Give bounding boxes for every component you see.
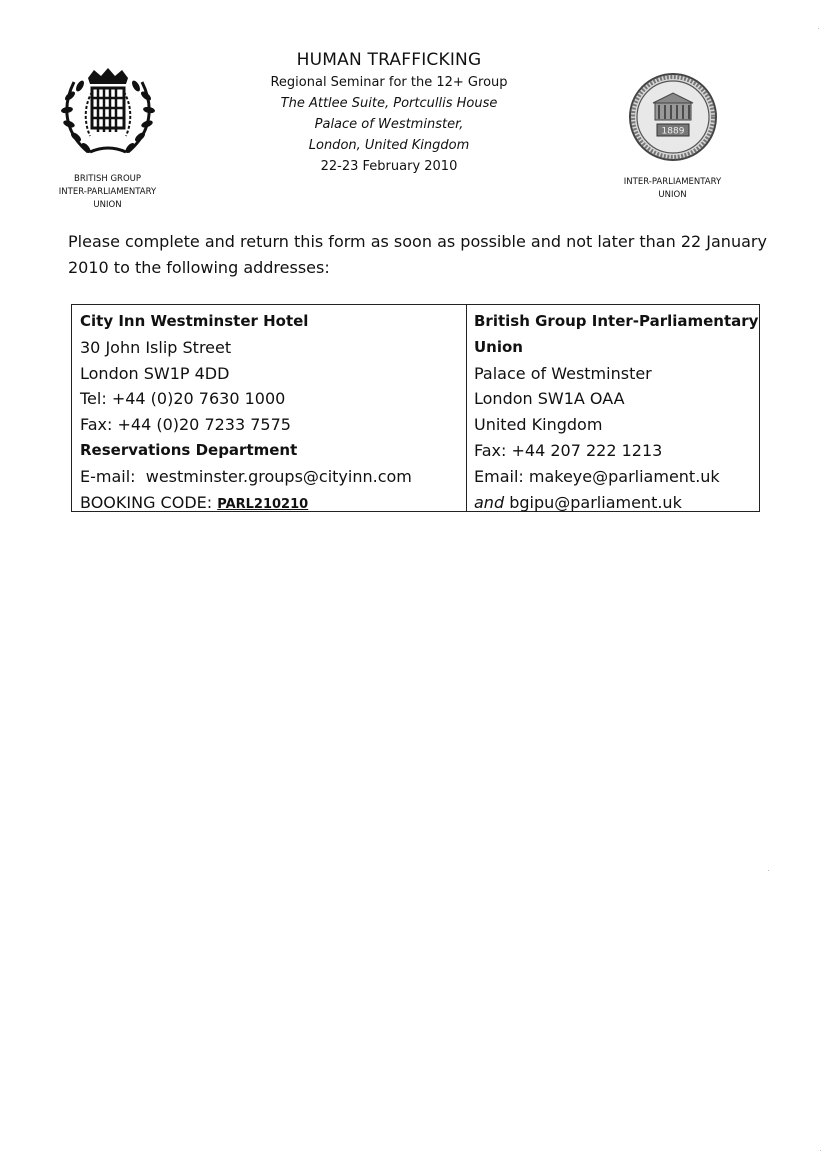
hotel-city: London SW1P 4DD <box>80 363 230 383</box>
hotel-email-link[interactable]: westminster.groups@cityinn.com <box>145 466 412 486</box>
hotel-fax: Fax: +44 (0)20 7233 7575 <box>80 415 291 435</box>
bgipu-email2-line <box>474 490 759 516</box>
bgipu-address-cell <box>467 305 759 511</box>
seminar-dates: 22-23 February 2010 <box>320 159 458 174</box>
hotel-tel: Tel: +44 (0)20 7630 1000 <box>80 389 286 409</box>
right-caption-line: UNION <box>658 190 687 200</box>
booking-code-label: BOOKING CODE: <box>80 492 213 512</box>
booking-code-line <box>80 490 466 518</box>
hotel-address-cell <box>72 305 467 511</box>
seminar-subtitle: Regional Seminar for the 12+ Group <box>270 75 508 90</box>
bgipu-name-line1: British Group Inter-Parliamentary <box>474 312 759 330</box>
hotel-email-label: E-mail: <box>80 466 136 486</box>
booking-code-value: PARL210210 <box>217 496 309 512</box>
bgipu-country: United Kingdom <box>474 415 603 435</box>
bgipu-email2-link[interactable]: bgipu@parliament.uk <box>509 492 682 512</box>
seminar-city: London, United Kingdom <box>308 138 470 153</box>
seminar-venue: The Attlee Suite, Portcullis House <box>280 96 498 111</box>
right-caption-line: INTER-PARLIAMENTARY <box>623 177 722 187</box>
ipu-seal-icon <box>628 72 718 162</box>
bgipu-email-line <box>474 464 759 490</box>
right-logo-caption <box>600 176 745 202</box>
seal-year: 1889 <box>661 126 685 137</box>
portcullis-crest-icon <box>60 66 156 162</box>
left-caption-line: UNION <box>93 200 122 210</box>
document-title: HUMAN TRAFFICKING <box>296 50 482 70</box>
bgipu-street: Palace of Westminster <box>474 363 652 383</box>
bgipu-fax: Fax: +44 207 222 1213 <box>474 440 663 460</box>
address-table <box>71 304 760 512</box>
bgipu-email-link[interactable]: makeye@parliament.uk <box>528 466 720 486</box>
hotel-email-line <box>80 464 466 490</box>
scan-speck <box>818 28 819 29</box>
hotel-street: 30 John Islip Street <box>80 337 232 357</box>
hotel-name: City Inn Westminster Hotel <box>80 312 309 330</box>
document-header <box>250 48 528 177</box>
left-caption-line: INTER-PARLIAMENTARY <box>58 187 157 197</box>
scan-speck <box>768 870 769 871</box>
seminar-place: Palace of Westminster, <box>314 117 464 132</box>
and-label: and <box>474 492 505 512</box>
scan-speck <box>820 1150 821 1151</box>
left-caption-line: BRITISH GROUP <box>74 174 141 184</box>
bgipu-city: London SW1A OAA <box>474 389 625 409</box>
bgipu-email-label: Email: <box>474 466 524 486</box>
left-logo-caption <box>40 173 175 212</box>
hotel-department: Reservations Department <box>80 440 298 459</box>
instruction-text: Please complete and return this form as soon as possible and not later than 22 January 2010 to the following addresses: <box>68 232 767 277</box>
bgipu-name-line2: Union <box>474 337 523 356</box>
